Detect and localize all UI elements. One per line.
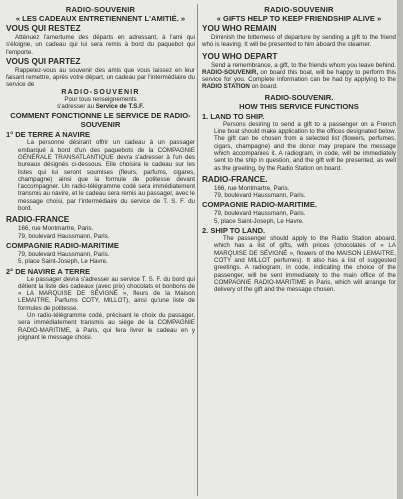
french-column [6,5,195,341]
para-terre-navire: La personne désirant offrir un cadeau à un passager embarqué à bord d'un des paquebots de la COMPAGNIE GÉNÉRALE TRANSATLANTIQUE devra s'adresser à l'un des bureaux désignés ci-dessous. Elle choisira le cadeau sur les listes qui lui seront soumises (fleurs, parfums, cigares, champagne) ainsi que la formule de politesse devant l'accompagner. Un radio-télégramme codé sera immédiatement transmis au navire, et le cadeau sera remis au passager, avec le message choisi, par l'intermédiaire du service de T. S. F. du bord. [18,139,195,213]
left-header: RADIO-SOUVENIR [65,5,136,14]
radio-maritime-heading: COMPAGNIE RADIO-MARITIME [6,240,119,250]
radio-france-heading-en: RADIO-FRANCE. [202,174,268,184]
right-title: « GIFTS HELP TO KEEP FRIENDSHIP ALIVE » [216,14,382,23]
heading-vous-qui-restez: VOUS QUI RESTEZ [6,24,81,33]
radio-france-address-2: 79, boulevard Haussmann, Paris. [18,232,110,240]
radio-maritime-address-2: 5, place Saint-Joseph, Le Havre. [18,258,108,266]
right-header: RADIO-SOUVENIR [264,5,334,14]
para-vous-qui-restez: Atténuez l'amertume des départs en adressant, à l'ami qui s'éloigne, un cadeau qui lui sera remis à bord du paquebot qui l'emporte. [6,34,195,56]
section-land-to-ship: 1. LAND TO SHIP. [202,111,265,121]
radio-france-address-2-en: 79, boulevard Haussmann, Paris. [214,192,306,200]
radio-france-address-1-en: 166, rue Montmartre, Paris. [214,184,290,192]
column-divider [197,4,198,496]
renseignements-line: Pour tous renseignements [64,95,137,103]
radio-maritime-address-1: 79, boulevard Haussmann, Paris. [18,250,110,258]
radio-maritime-heading-en: COMPAGNIE RADIO-MARITIME. [202,200,318,210]
heading-radio-souvenir: RADIO-SOUVENIR. [264,92,334,102]
para-ship-to-land: The passenger should apply to the Radio Station aboard, which has a list of gifts, with prices (chocolates of « LA MARQUISE DE SÉVIGNÉ », flowers of the MAISON LEMAITRE, COTY and MILLOT perfumes). It also has a list of suggested greetings. A radiogram, in code, indicating the choice of the passenger, will be sent immediately to the main office of the COMPAGNIE RADIO-MARITIME in Paris, which will arrange for delivery of the gift and the message chosen. [214,235,396,294]
para-you-who-remain: Diminish the bitterness of departure by sending a gift to the friend who is leaving. It will be presented to him aboard the steamer. [202,34,396,49]
para-vous-qui-partez: Rappelez-vous au souvenir des amis que vous laissez en leur faisant remettre, après votre départ, un cadeau par l'intermédiaire du service de [6,66,195,89]
service-tsf-line: s'adresser au Service de T.S.F. [57,103,144,111]
heading-comment-fonctionne: COMMENT FONCTIONNE LE SERVICE DE RADIO-SOUVENIR [10,111,191,130]
radio-maritime-address-1-en: 79, boulevard Haussmann, Paris. [214,210,306,218]
para-navire-terre-1: Le passager devra s'adresser au service T. S. F. du bord qui détient la liste des cadeaux (avec prix) chocolats et bonbons de « LA MARQUISE DE SÉVIGNÉ », fleurs de la Maison LEMAITRE, Parfums COTY, MILLOT), ainsi qu'une liste de formules de politesse. [18,275,195,312]
para-navire-terre-2: Un radio-télégramme codé, précisant le choix du passager, sera immédiatement transmis au siège de la COMPAGNIE RADIO-MARITIME, à Paris, qui fera livrer le cadeau en y joignant le message choisi. [18,312,195,341]
para-you-who-depart: Send a remembrance, a gift, to the friends whom you leave behind. RADIO-SOUVENIR, on board this boat, will be happy to perform this service for you. Complete information can be had by applying to the RADIO STATION on board. [202,61,396,91]
radio-maritime-address-2-en: 5, place Saint-Joseph, Le Havre. [214,217,304,225]
left-title: « LES CADEAUX ENTRETIENNENT L'AMITIÉ. » [15,14,186,23]
section-navire-terre: 2° DE NAVIRE A TERRE [6,266,90,276]
section-terre-navire: 1° DE TERRE A NAVIRE [6,130,90,140]
radio-france-heading: RADIO-FRANCE [6,215,70,225]
heading-you-who-depart: YOU WHO DEPART [202,51,278,61]
heading-how-service-functions: HOW THIS SERVICE FUNCTIONS [239,101,359,111]
radio-souvenir-label: RADIO-SOUVENIR [61,88,140,96]
section-ship-to-land: 2. SHIP TO LAND. [202,226,266,236]
page-edge-shadow [397,0,403,499]
para-land-to-ship: Persons desiring to send a gift to a passenger on a French Line boat should make application to the offices designated below. The gift can be chosen from a selected list (flowers, perfumes, cigars, champagne) and the donor may prepare the message which accompanies it. A radiogram, in code, will be immediately sent to the ship in question, and the gift will be presented, as well as the greeting, by the Radio Station on board. [214,120,396,172]
radio-france-address-1: 166, rue Montmartre, Paris. [18,225,94,233]
heading-you-who-remain: YOU WHO REMAIN [202,24,277,33]
english-column [202,5,396,293]
heading-vous-qui-partez: VOUS QUI PARTEZ [6,56,81,66]
